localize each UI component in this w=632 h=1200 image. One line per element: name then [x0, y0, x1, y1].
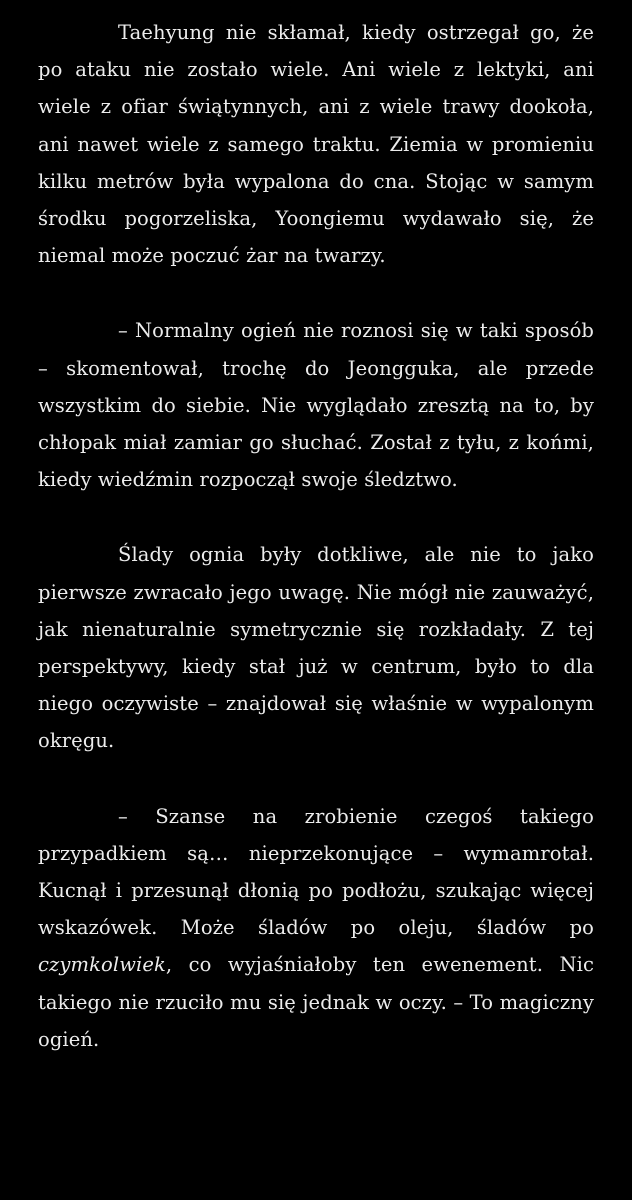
paragraph-4-text-start: – Szanse na zrobienie czegoś takiego przypadkiem są… nieprzekonujące – wymamrotał. Kucnął i przesunął dłonią po podłożu, szukając więcej wskazówek. Może śladów po oleju, śladów po: [38, 804, 594, 940]
paragraph-4-text-end: , co wyjaśniałoby ten ewenement. Nic takiego nie rzuciło mu się jednak w oczy. – To magiczny ogień.: [38, 953, 594, 1051]
paragraph-4-italic-word: czymkolwiek: [38, 953, 166, 977]
paragraph-2: – Normalny ogień nie roznosi się w taki sposób – skomentował, trochę do Jeongguka, ale przede wszystkim do siebie. Nie wyglądało zresztą na to, by chłopak miał zamiar go słuchać. Został z tyłu, z końmi, kiedy wiedźmin rozpoczął swoje śledztwo.: [38, 319, 594, 492]
paragraph-3: Ślady ognia były dotkliwe, ale nie to jako pierwsze zwracało jego uwagę. Nie mógł nie zauważyć, jak nienaturalnie symetrycznie się rozkładały. Z tej perspektywy, kiedy stał już w centrum, było to dla niego oczywiste – znajdował się właśnie w wypalonym okręgu.: [38, 543, 594, 753]
paragraph-1: Taehyung nie skłamał, kiedy ostrzegał go, że po ataku nie zostało wiele. Ani wiele z lektyki, ani wiele z ofiar świątynnych, ani z wiele trawy dookoła, ani nawet wiele z samego traktu. Ziemia w promieniu kilku metrów była wypalona do cna. Stojąc w samym środku pogorzeliska, Yoongiemu wydawało się, że niemal może poczuć żar na twarzy.: [38, 21, 594, 268]
paragraph-4: [38, 798, 594, 1058]
